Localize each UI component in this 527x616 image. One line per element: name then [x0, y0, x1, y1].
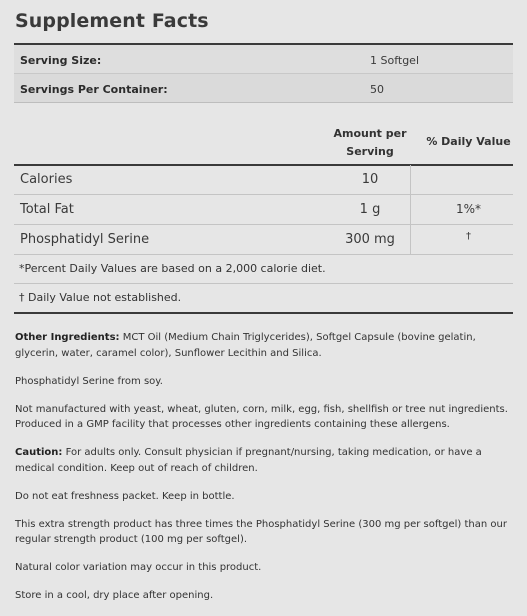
- footnotes: [14, 255, 513, 314]
- nutrient-daily-value: †: [466, 231, 471, 242]
- amount-header-line1: Amount per: [333, 127, 407, 140]
- other-ingredients-text: MCT Oil (Medium Chain Triglycerides), Softgel Capsule (bovine gelatin, glycerin, water, caramel color), Sunflower Lecithin and Silica.: [15, 332, 476, 359]
- storage-statement: Store in a cool, dry place after opening.: [15, 590, 214, 601]
- serving-size-label: Serving Size:: [20, 54, 102, 67]
- nutrient-amount: 300 mg: [345, 232, 395, 247]
- serving-info-table: [14, 43, 513, 103]
- source-statement: Phosphatidyl Serine from soy.: [15, 375, 163, 387]
- nutrient-row: [14, 195, 513, 225]
- servings-per-container-value: 50: [370, 83, 384, 96]
- serving-size-row: [14, 45, 513, 73]
- serving-size-value: 1 Softgel: [370, 54, 420, 67]
- nutrient-table: [14, 165, 513, 255]
- nutrient-name: Calories: [20, 172, 73, 187]
- caution-label: Caution:: [15, 447, 63, 458]
- nutrient-table-header: [14, 120, 513, 166]
- other-ingredients-label: Other Ingredients:: [15, 332, 120, 343]
- amount-per-serving-header: [322, 125, 418, 161]
- nutrient-name: Total Fat: [20, 202, 74, 217]
- nutrient-row: [14, 165, 513, 195]
- freshness-statement: Do not eat freshness packet. Keep in bottle.: [15, 490, 235, 502]
- caution: [15, 445, 520, 476]
- servings-per-container-label: Servings Per Container:: [20, 83, 168, 96]
- nutrient-row: [14, 225, 513, 255]
- daily-value-header: % Daily Value: [426, 135, 511, 148]
- nutrient-amount: 1 g: [359, 202, 381, 217]
- product-information: [15, 330, 520, 616]
- color-variation-statement: Natural color variation may occur in this product.: [15, 562, 262, 573]
- amount-header-line2: Serving: [346, 145, 394, 158]
- allergen-statement: Not manufactured with yeast, wheat, gluten, corn, milk, egg, fish, shellfish or tree nut ingredients. Produced in a GMP facility that processes other ingredients containing these allergens.: [15, 403, 508, 430]
- other-ingredients: [15, 330, 520, 361]
- strength-statement: This extra strength product has three times the Phosphatidyl Serine (300 mg per softgel) than our regular strength product (100 mg per softgel).: [15, 518, 507, 545]
- daily-value-not-established-note: † Daily Value not established.: [14, 283, 513, 312]
- percent-daily-value-note: *Percent Daily Values are based on a 2,000 calorie diet.: [19, 262, 326, 275]
- panel-title: Supplement Facts: [15, 10, 209, 32]
- servings-per-container-row: [14, 73, 513, 102]
- nutrient-daily-value: 1%*: [455, 202, 482, 216]
- caution-text: For adults only. Consult physician if pregnant/nursing, taking medication, or have a medical condition. Keep out of reach of children.: [15, 447, 482, 474]
- nutrient-name: Phosphatidyl Serine: [20, 232, 150, 247]
- nutrient-amount: 10: [361, 172, 379, 187]
